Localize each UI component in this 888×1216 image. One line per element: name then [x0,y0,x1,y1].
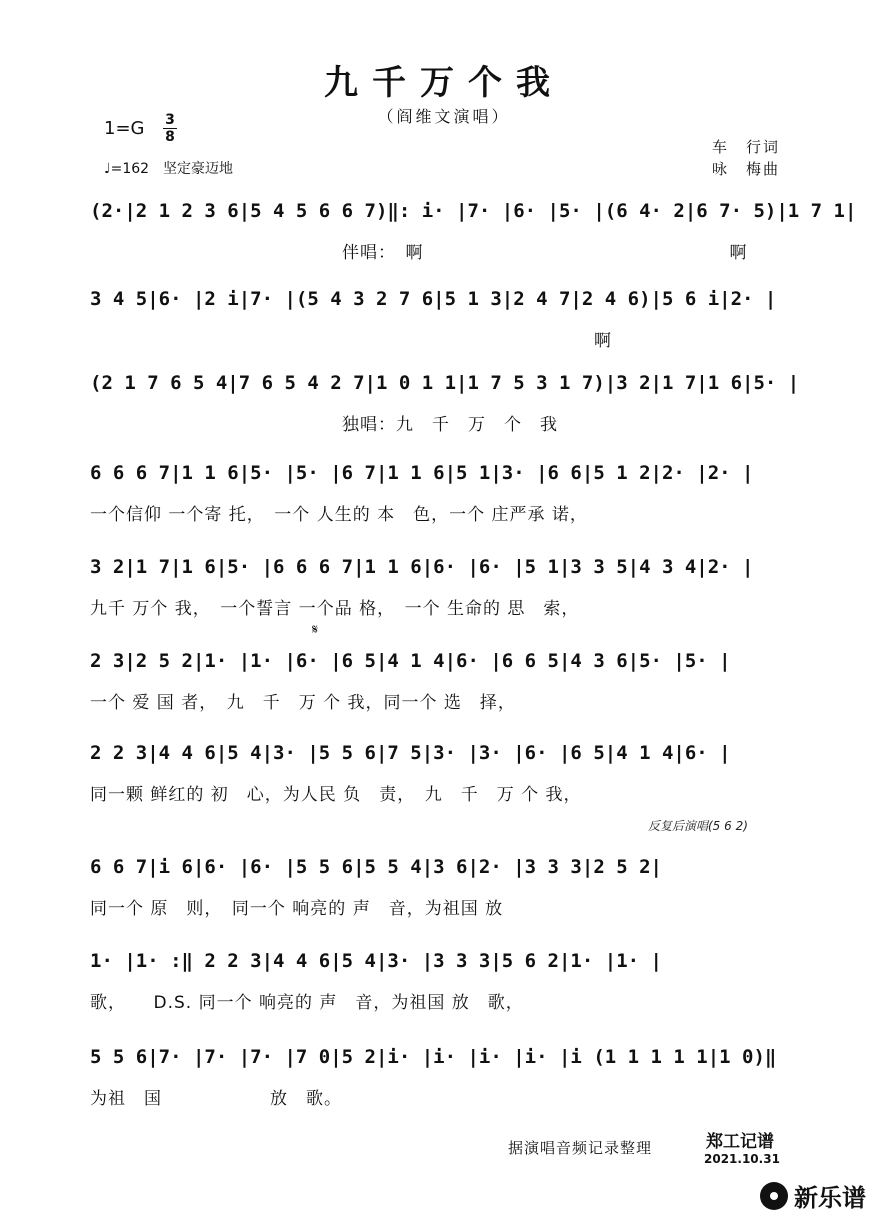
notation-row: 6 6 6 7|1 1 6|5· |5· |6 7|1 1 6|5 1|3· |6 6|5 1 2|2· |2· | [90,462,754,484]
site-logo [760,1178,866,1213]
lyric-row: 九千 万个 我， 一个誓言 一个品 格， 一个 生命的 思 索， [90,599,580,619]
notation-row: (2·|2 1 2 3 6|5 4 5 6 6 7)‖: i· |7· |6· |5· |(6 4· 2|6 7· 5)|1 7 1| [90,200,857,222]
lyric-row: 同一颗 鲜红的 初 心，为人民 负 责， 九 千 万 个 我， [90,785,582,805]
page-title: 九千万个我 [324,63,564,103]
lyric-row: 啊 [90,331,612,351]
notation-row: 2 2 3|4 4 6|5 4|3· |5 5 6|7 5|3· |3· |6· |6 5|4 1 4|6· | [90,742,731,764]
logo-text: 新乐谱 [794,1184,866,1212]
lyric-row: 独唱：九 千 万 个 我 [90,415,558,435]
record-disc-icon [760,1182,788,1210]
meter-bottom: 8 [165,129,175,145]
notation-row: 2 3|2 5 2|1· |1· |6· |6 5|4 1 4|6· |6 6 5|4 3 6|5· |5· | [90,650,731,672]
lyric-row: 一个信仰 一个寄 托， 一个 人生的 本 色，一个 庄严承 诺， [90,505,588,525]
lyric-row: 伴唱： 啊 啊 [90,243,748,263]
tempo-marking: ♩=162 坚定豪迈地 [104,161,234,177]
subtitle: （阎维文演唱） [377,107,511,126]
time-signature [163,113,177,144]
lyric-row: 同一个 原 则， 同一个 响亮的 声 音，为祖国 放 [90,899,504,919]
notation-row: 3 2|1 7|1 6|5· |6 6 6 7|1 1 6|6· |6· |5 1|3 3 5|4 3 4|2· | [90,556,754,578]
notation-row: (2 1 7 6 5 4|7 6 5 4 2 7|1 0 1 1|1 7 5 3 1 7)|3 2|1 7|1 6|5· | [90,372,800,394]
record-date: 2021.10.31 [704,1152,780,1166]
notation-row: 3 4 5|6· |2 i|7· |(5 4 3 2 7 6|5 1 3|2 4 7|2 4 6)|5 6 i|2· | [90,288,777,310]
repeat-note: 反复后演唱(5 6 2) [648,819,748,833]
segno-mark: 𝄋 [312,622,319,638]
lyricist-credit: 车 行词 [712,138,781,156]
key-signature: 1=G [104,118,145,139]
meter-top: 3 [165,112,175,128]
notation-row: 1· |1· :‖ 2 2 3|4 4 6|5 4|3· |3 3 3|5 6 2|1· |1· | [90,950,662,972]
source-note: 据演唱音频记录整理 [508,1139,653,1157]
notation-row: 6 6 7|i 6|6· |6· |5 5 6|5 5 4|3 6|2· |3 3 3|2 5 2| [90,856,662,878]
notation-row: 5 5 6|7· |7· |7· |7 0|5 2|i· |i· |i· |i· |i (1 1 1 1 1|1 0)‖ [90,1046,777,1068]
lyric-row: 歌， D.S. 同一个 响亮的 声 音，为祖国 放 歌， [90,993,524,1013]
recorder-name: 郑工记谱 [706,1132,774,1152]
composer-credit: 咏 梅曲 [712,160,781,178]
lyric-row: 为祖 国 放 歌。 [90,1089,342,1109]
lyric-row: 一个 爱 国 者， 九 千 万 个 我，同一个 选 择， [90,693,516,713]
